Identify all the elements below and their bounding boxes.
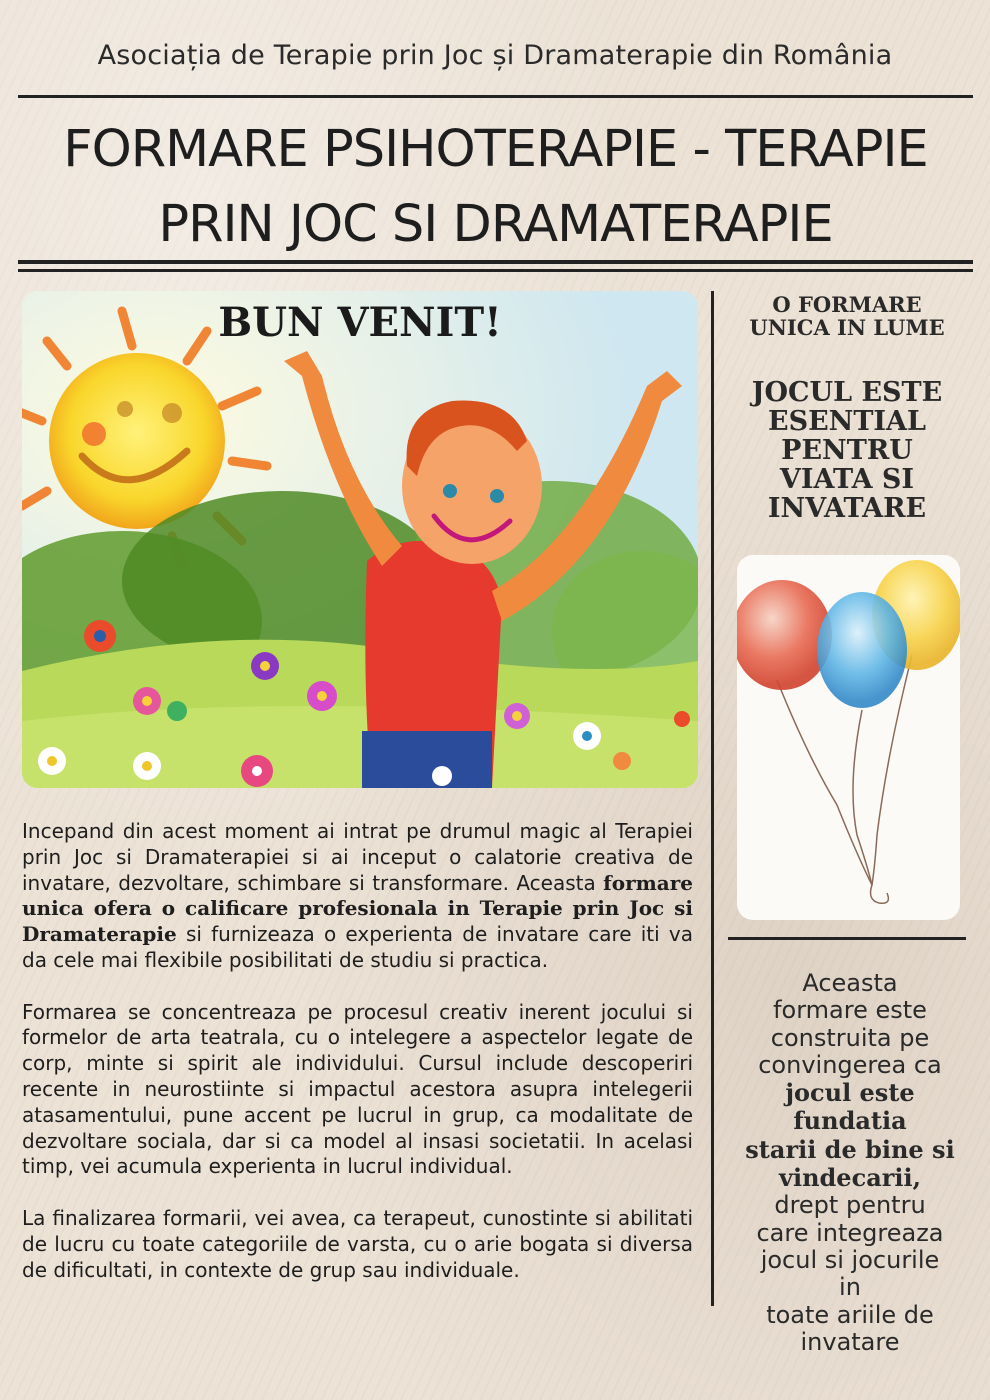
headline2-line-1: JOCUL ESTE bbox=[751, 377, 943, 408]
sidebar-rule bbox=[728, 937, 966, 940]
quote-bold-line: starii de bine si bbox=[745, 1134, 955, 1164]
header-bottom-rule-1 bbox=[18, 260, 973, 264]
quote-line: Aceasta bbox=[802, 969, 898, 997]
paragraph-text: si furnizeaza o experienta de invatare care iti va da cele mai flexibile posibilitati de studiu si practica. bbox=[22, 922, 693, 972]
quote-bold-line: jocul este bbox=[785, 1078, 915, 1108]
paragraph-text: Aceasta bbox=[516, 870, 604, 895]
quote-line: toate ariile de bbox=[766, 1300, 934, 1329]
paragraph-text: Formarea se concentreaza pe procesul creativ inerent jocului si formelor de arta teatrala, cu o intelegere a aspectelor legate de corp, minte si spirit ale individului. bbox=[22, 999, 693, 1076]
title-line-2: PRIN JOC SI DRAMATERAPIE bbox=[158, 195, 833, 254]
column-divider bbox=[711, 291, 714, 1306]
sidebar-headline-1 bbox=[728, 293, 966, 339]
headline1-line-2: UNICA IN LUME bbox=[749, 315, 945, 340]
quote-line: convingerea ca bbox=[758, 1050, 942, 1079]
child-sun-watercolor bbox=[22, 291, 698, 788]
article-body bbox=[22, 819, 693, 1309]
paragraph-text: Cursul include descoperiri recente in neurostiinte si impactul acestora asupra intelegerii atasamentului, pune accent pe lucrul in grup, ca modalitate de dezvoltare sociala, dar si ca model al insasi societatii. In acelasi timp, vei acumula experienta in lucrul individual. bbox=[22, 1051, 694, 1179]
quote-line: drept pentru bbox=[774, 1191, 926, 1220]
title-line-1: FORMARE PSIHOTERAPIE - TERAPIE bbox=[63, 120, 928, 179]
headline2-line-4: VIATA SI bbox=[779, 464, 915, 495]
article-paragraph-1 bbox=[22, 819, 693, 974]
sidebar-quote bbox=[728, 970, 972, 1356]
header-top-rule bbox=[18, 95, 973, 98]
quote-bold-line: fundatia bbox=[793, 1106, 907, 1136]
quote-line: care integreaza bbox=[756, 1218, 944, 1247]
headline2-line-2: ESENTIAL bbox=[768, 406, 926, 437]
headline1-line-1: O FORMARE bbox=[772, 292, 922, 317]
paragraph-bold-text: formare unica ofera o calificare profesionala in Terapie prin Joc si Dramaterapie bbox=[22, 870, 694, 947]
headline2-line-3: PENTRU bbox=[781, 435, 913, 466]
article-paragraph-3: La finalizarea formarii, vei avea, ca terapeut, cunostinte si abilitati de lucru cu toate categoriile de varsta, cu o arie bogata si diversa de dificultati, in contexte de grup sau individuale. bbox=[22, 1205, 693, 1282]
article-paragraph-2 bbox=[22, 1000, 693, 1181]
welcome-title: BUN VENIT! bbox=[218, 299, 502, 346]
paragraph-text: Incepand din acest moment ai intrat pe drumul magic al Terapiei prin Joc si Dramaterapiei si ai inceput o calatorie creativa de invatare, dezvoltare, schimbare si transformare. bbox=[22, 819, 693, 895]
welcome-illustration bbox=[22, 291, 698, 788]
quote-line: formare este bbox=[773, 996, 927, 1025]
page-title bbox=[18, 112, 973, 262]
quote-line: in bbox=[839, 1273, 861, 1302]
headline2-line-5: INVATARE bbox=[767, 493, 927, 524]
quote-line: invatare bbox=[800, 1327, 900, 1356]
balloons-watercolor bbox=[737, 555, 960, 920]
organization-name: Asociația de Terapie prin Joc și Dramaterapie din România bbox=[97, 40, 893, 71]
quote-bold-line: vindecarii, bbox=[779, 1163, 921, 1193]
quote-line: construita pe bbox=[770, 1023, 930, 1052]
balloons-illustration bbox=[737, 555, 960, 920]
sidebar-headline-2 bbox=[728, 378, 966, 523]
header-bottom-rule-2 bbox=[18, 269, 973, 272]
quote-line: jocul si jocurile bbox=[760, 1245, 940, 1274]
